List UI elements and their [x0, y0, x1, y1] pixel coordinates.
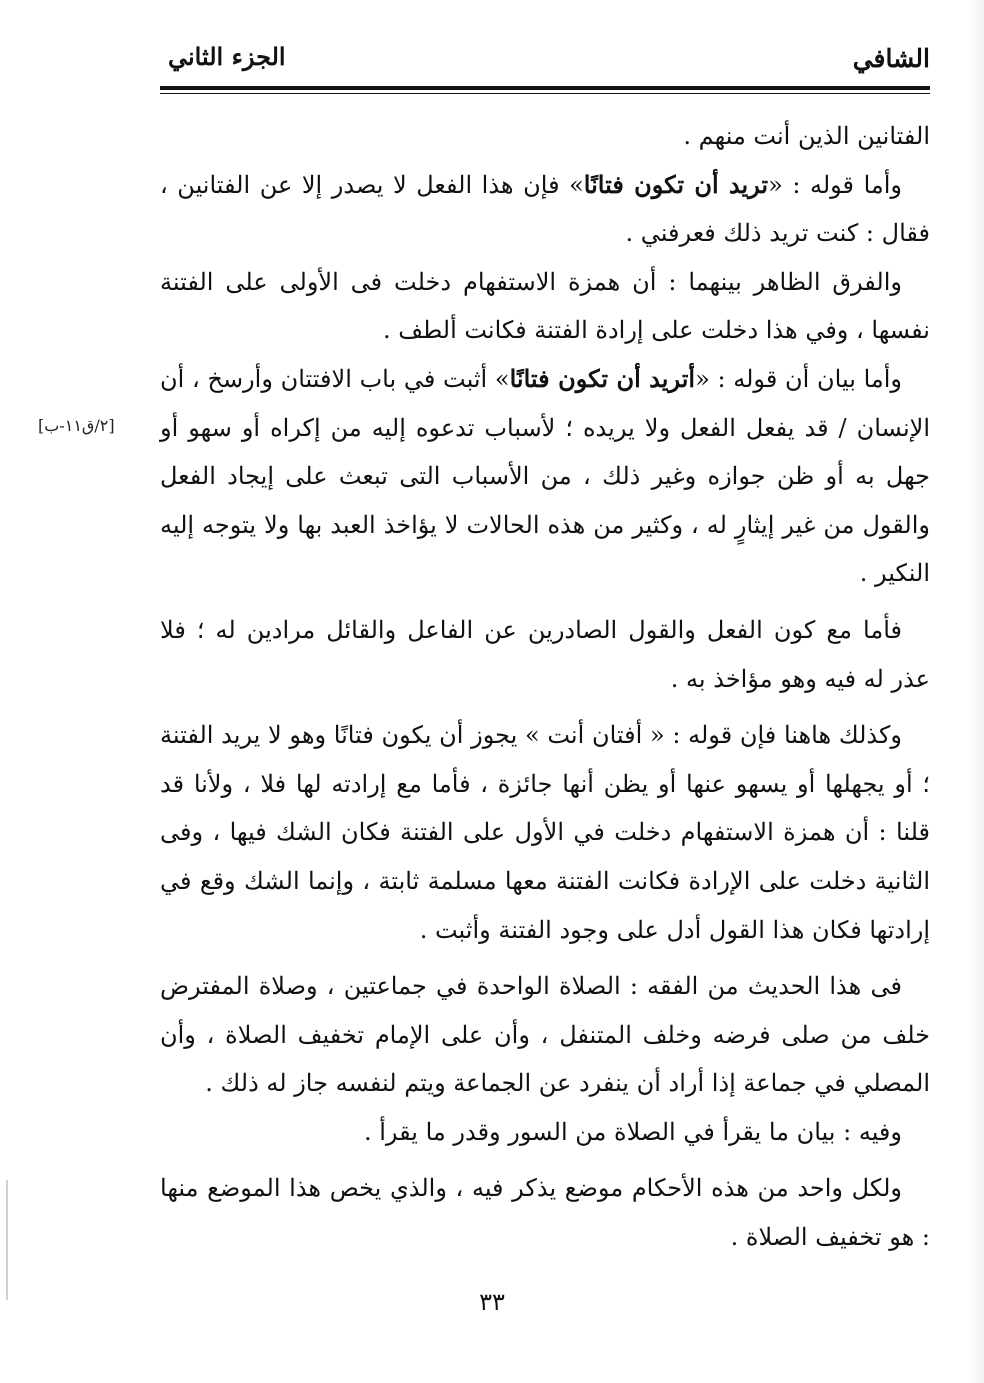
hadith-quote: أتريد أن تكون فتانًا	[509, 363, 696, 393]
paragraph-1: الفتانين الذين أنت منهم .	[683, 122, 930, 150]
header-rule-thin	[160, 93, 930, 94]
header-rule-thick	[160, 86, 930, 90]
book-title: الشافي	[852, 44, 930, 73]
paragraph-2: وأما قوله : «تريد أن تكون فتانًا» فإن هذا الفعل لا يصدر إلا عن الفتانين ، فقال : كنت تريد ذلك فعرفني .	[160, 169, 930, 248]
page-number: ٣٣	[479, 1288, 505, 1316]
main-text	[160, 112, 930, 1262]
page-header	[160, 40, 930, 84]
paragraph-4: وأما بيان أن قوله : «أتريد أن تكون فتانًا» أثبت في باب الافتتان وأرسخ ، أن الإنسان / قد يفعل الفعل ولا يريده ؛ لأسباب تدعوه إليه من إكراه أو سهو أو جهل به أو ظن جوازه وغير ذلك ، من الأسباب التى تبعث على إيجاد الفعل والقول من غير إيثارٍ له ، وكثير من هذه الحالات لا يؤاخذ العبد بها ولا يتوجه إليه النكير .	[160, 363, 930, 588]
paragraph-7: فى هذا الحديث من الفقه : الصلاة الواحدة في جماعتين ، وصلاة المفترض خلف من صلى فرضه وخلف المتنفل ، وأن على الإمام تخفيف الصلاة ، وأن المصلي في جماعة إذا أراد أن ينفرد عن الجماعة ويتم لنفسه جاز له ذلك .	[160, 972, 930, 1098]
paragraph-9: ولكل واحد من هذه الأحكام موضع يذكر فيه ، والذي يخص هذا الموضع منها : هو تخفيف الصلاة .	[160, 1174, 930, 1252]
paragraph-5: فأما مع كون الفعل والقول الصادرين عن الفاعل والقائل مرادين له ؛ فلا عذر له فيه وهو مؤاخذ به .	[160, 615, 930, 693]
paragraph-8: وفيه : بيان ما يقرأ في الصلاة من السور وقدر ما يقرأ .	[363, 1117, 902, 1146]
paragraph-3: والفرق الظاهر بينهما : أن همزة الاستفهام دخلت فى الأولى على الفتنة نفسها ، وفي هذا دخلت على إرادة الفتنة فكانت ألطف .	[160, 267, 930, 345]
volume-title: الجزء الثاني	[168, 42, 286, 71]
scan-edge-shadow	[968, 0, 984, 1383]
hadith-quote: تريد أن تكون فتانًا	[583, 169, 769, 199]
scan-edge-mark	[6, 1180, 8, 1300]
paragraph-6: وكذلك هاهنا فإن قوله : « أفتان أنت » يجوز أن يكون فتانًا وهو لا يريد الفتنة ؛ أو يجهلها أو يسهو عنها أو يظن أنها جائزة ، فأما مع إرادته لها فلا ، ولأنا قد قلنا : أن همزة الاستفهام دخلت في الأول على الفتنة فكان الشك فيها ، وفى الثانية دخلت على الإرادة فكانت الفتنة معها مسلمة ثابتة ، وإنما الشك وقع في إرادتها فكان هذا القول أدل على وجود الفتنة وأثبت .	[160, 721, 930, 944]
manuscript-folio-note: [٢/ق١١-ب]	[38, 416, 115, 435]
